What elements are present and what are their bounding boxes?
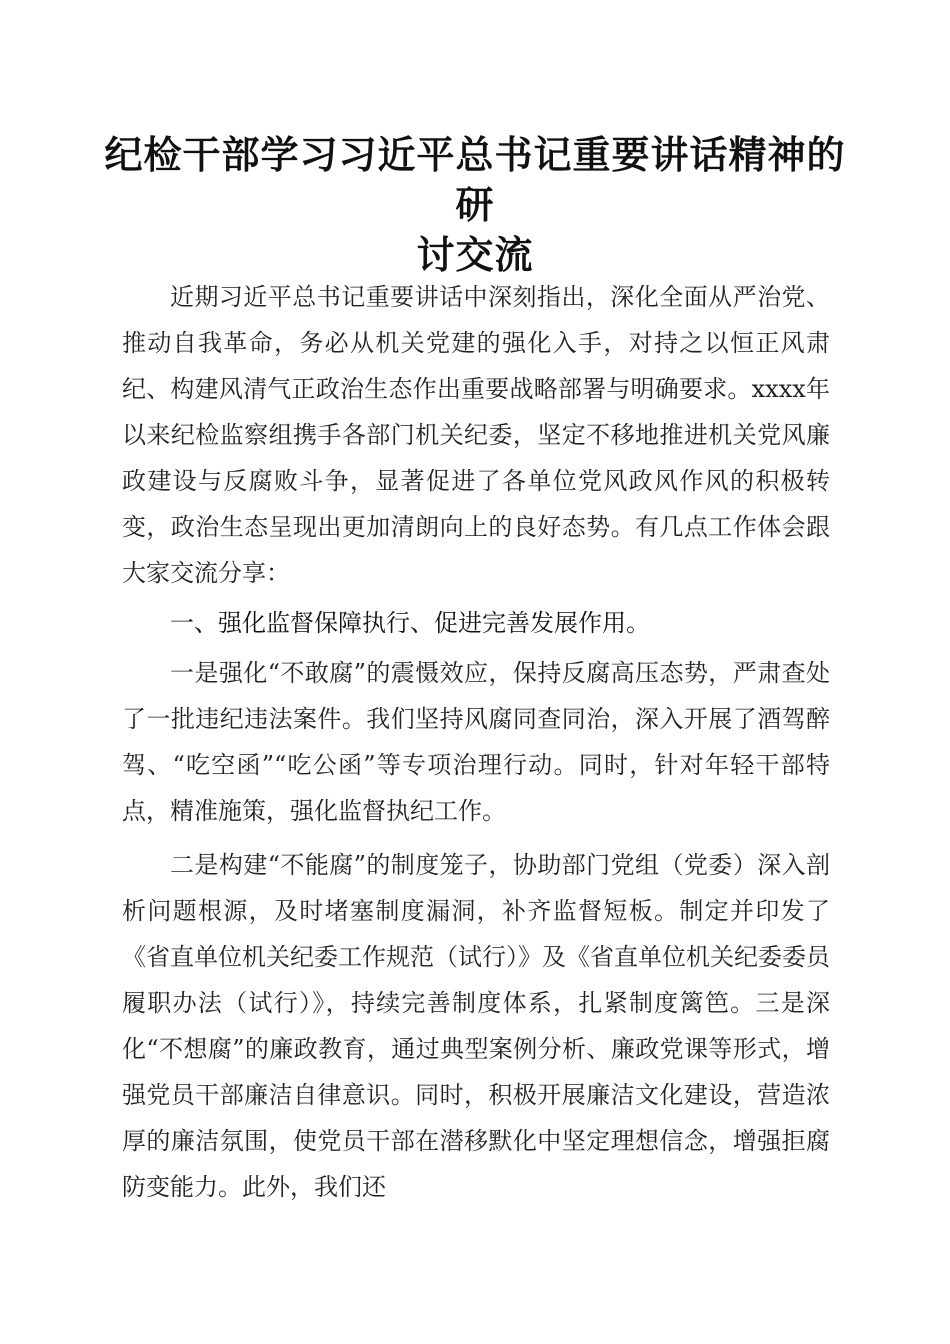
paragraph-point-2: 二是构建“不能腐”的制度笼子，协助部门党组（党委）深入剖析问题根源，及时堵塞制度漏洞，补齐监督短板。制定并印发了《省直单位机关纪委工作规范（试行）》及《省直单位机关纪委委员履职办法（试行）》，持续完善制度体系，扎紧制度篱笆。三是深化“不想腐”的廉政教育，通过典型案例分析、廉政党课等形式，增强党员干部廉洁自律意识。同时，积极开展廉洁文化建设，营造浓厚的廉洁氛围，使党员干部在潜移默化中坚定理想信念，增强拒腐防变能力。此外，我们还 bbox=[122, 851, 830, 1201]
title-line-1: 纪检干部学习习近平总书记重要讲话精神的研 bbox=[104, 132, 846, 227]
title-line-2: 讨交流 bbox=[416, 232, 534, 277]
document-title bbox=[100, 130, 850, 280]
paragraph-intro: 近期习近平总书记重要讲话中深刻指出，深化全面从严治党、推动自我革命，务必从机关党建的强化入手，对持之以恒正风肃纪、构建风清气正政治生态作出重要战略部署与明确要求。xxxx年以来纪检监察组携手各部门机关纪委，坚定不移地推进机关党风廉政建设与反腐败斗争，显著促进了各单位党风政风作风的积极转变，政治生态呈现出更加清朗向上的良好态势。有几点工作体会跟大家交流分享： bbox=[122, 283, 830, 587]
section-heading-1: 一、强化监督保障执行、促进完善发展作用。 bbox=[170, 609, 650, 637]
paragraph-point-1: 一是强化“不敢腐”的震慑效应，保持反腐高压态势，严肃查处了一批违纪违法案件。我们坚持风腐同查同治，深入开展了酒驾醉驾、“吃空函”“吃公函”等专项治理行动。同时，针对年轻干部特点，精准施策，强化监督执纪工作。 bbox=[122, 659, 830, 825]
document-body bbox=[122, 274, 830, 1210]
